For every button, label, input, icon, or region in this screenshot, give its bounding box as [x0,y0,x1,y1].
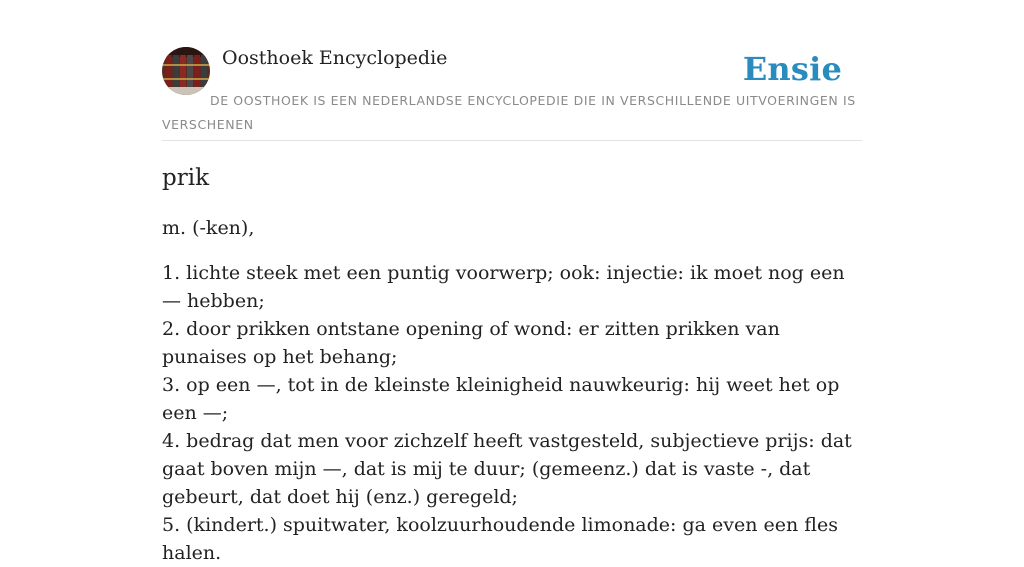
source-header [162,0,862,141]
entry-term: prik [162,165,210,191]
definition-item: 3. op een —, tot in de kleinste kleinigheid nauwkeurig: hij weet het op een —; [162,374,840,424]
definition-item: 2. door prikken ontstane opening of wond: er zitten prikken van punaises op het behang; [162,318,780,368]
definition-item: 1. lichte steek met een puntig voorwerp; ook: injectie: ik moet nog een — hebben; [162,262,845,312]
entry-grammar: m. (-ken), [162,217,255,239]
ensie-logo[interactable]: Ensie [742,50,842,88]
definition-item: 4. bedrag dat men voor zichzelf heeft vastgesteld, subjectieve prijs: dat gaat boven mijn —, dat is mij te duur; (gemeenz.) dat is vaste -, dat gebeurt, dat doet hij (enz.) geregeld; [162,430,852,508]
definition-list [162,259,862,567]
source-description: DE OOSTHOEK IS EEN NEDERLANDSE ENCYCLOPEDIE DIE IN VERSCHILLENDE UITVOERINGEN IS VERSCHENEN [162,93,856,132]
encyclopedia-books-avatar[interactable] [162,47,210,95]
definition-item: 5. (kindert.) spuitwater, koolzuurhoudende limonade: ga even een fles halen. [162,514,838,564]
source-title[interactable]: Oosthoek Encyclopedie [222,47,448,69]
page-content [162,0,862,567]
